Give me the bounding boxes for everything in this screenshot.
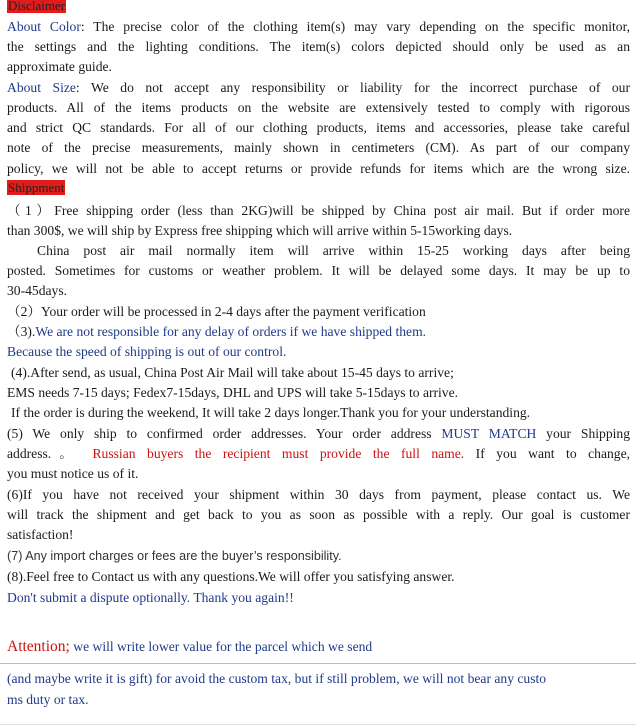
- about-color-line-1: About Color: The precise color of the clothing item(s) may vary depending on the specific monitor,: [7, 19, 630, 34]
- russian-buyers-notice: Russian buyers the recipient must provide the full name.: [92, 446, 465, 461]
- shipping-item-1-line-1: （1）Free shipping order (less than 2KG)will be shipped by China post air mail. But if order more: [7, 203, 630, 218]
- about-size-line-1: About Size: We do not accept any responsibility or liability for the incorrect purchase of our: [7, 80, 630, 95]
- attention-line-2: (and maybe write it is gift) for avoid the custom tax, but if still problem, we will not bear any custo: [7, 671, 547, 686]
- shipping-item-5-line-3: you must notice us of it.: [7, 466, 139, 481]
- attention-label: Attention;: [7, 638, 70, 655]
- dispute-notice: Don't submit a dispute optionally. Thank you again!!: [7, 590, 294, 605]
- shipping-item-7: (7) Any import charges or fees are the buyer’s responsibility.: [7, 549, 342, 563]
- shipping-item-4-line-2: EMS needs 7-15 days; Fedex7-15days, DHL and UPS will take 5-15days to arrive.: [7, 385, 459, 400]
- about-size-line-2: products. All of the items products on the website are extensively tested to comply with rigorous: [7, 100, 630, 115]
- shipping-item-5-line-2: address.。 Russian buyers the recipient must provide the full name. If you want to change,: [7, 446, 631, 461]
- shipping-heading: Shippment: [8, 180, 65, 195]
- attention-line-1: Attention; we will write lower value for the parcel which we send: [7, 638, 373, 655]
- about-size-line-3: and strict QC standards. For all of our clothing products, items and accessories, please take careful: [7, 120, 630, 135]
- shipping-item-1-line-3: China post air mail normally item will arrive within 15-25 working days after being: [37, 243, 630, 258]
- shipping-item-4-line-3: If the order is during the weekend, It will take 2 days longer.Thank you for your understanding.: [11, 405, 531, 420]
- about-size-line-4: note of the precise measurements, mainly shown in centimeters (CM). As part of our company: [7, 140, 630, 155]
- shipping-item-2: （2）Your order will be processed in 2-4 days after the payment verification: [7, 304, 426, 319]
- attention-separator: [0, 663, 636, 664]
- must-match-text: MUST MATCH: [441, 426, 537, 441]
- disclaimer-heading: Disclaimer: [8, 0, 66, 13]
- shipping-item-3-line-2: Because the speed of shipping is out of our control.: [7, 344, 287, 359]
- about-color-line-3: approximate guide.: [7, 59, 112, 74]
- attention-line-3: ms duty or tax.: [7, 692, 89, 707]
- shipping-heading-row: [7, 178, 65, 198]
- shipping-item-6-line-1: (6)If you have not received your shipment within 30 days from payment, please contact us. We: [7, 487, 630, 502]
- shipping-item-1-line-4: posted. Sometimes for customs or weather problem. It will be delayed some days. It may be up to: [7, 263, 630, 278]
- shipping-item-4-line-1: (4).After send, as usual, China Post Air Mail will take about 15-45 days to arrive;: [11, 365, 454, 380]
- about-color-label: About Color: [7, 19, 81, 34]
- shipping-item-3: （3).We are not responsible for any delay of orders if we have shipped them.: [7, 324, 427, 339]
- bottom-separator: [0, 724, 636, 725]
- shipping-item-5-line-1: (5) We only ship to confirmed order addresses. Your order address MUST MATCH your Shipping: [7, 426, 631, 441]
- about-size-line-5: policy, we will not be able to accept returns or provide refunds for items which are the wrong size.: [7, 161, 630, 176]
- shipping-item-8: (8).Feel free to Contact us with any questions.We will offer you satisfying answer.: [7, 569, 455, 584]
- disclaimer-heading-row: [7, 0, 66, 16]
- about-size-label: About Size: [7, 80, 76, 95]
- shipping-item-1-line-2: than 300$, we will ship by Express free shipping which will arrive within 5-15working days.: [7, 223, 513, 238]
- shipping-item-1-line-5: 30-45days.: [7, 283, 68, 298]
- shipping-item-6-line-2: will track the shipment and get back to you as soon as possible with a reply. Our goal is customer: [7, 507, 630, 522]
- shipping-item-6-line-3: satisfaction!: [7, 527, 74, 542]
- about-color-line-2: the settings and the lighting conditions. The item(s) colors depicted should only be used as an: [7, 39, 630, 54]
